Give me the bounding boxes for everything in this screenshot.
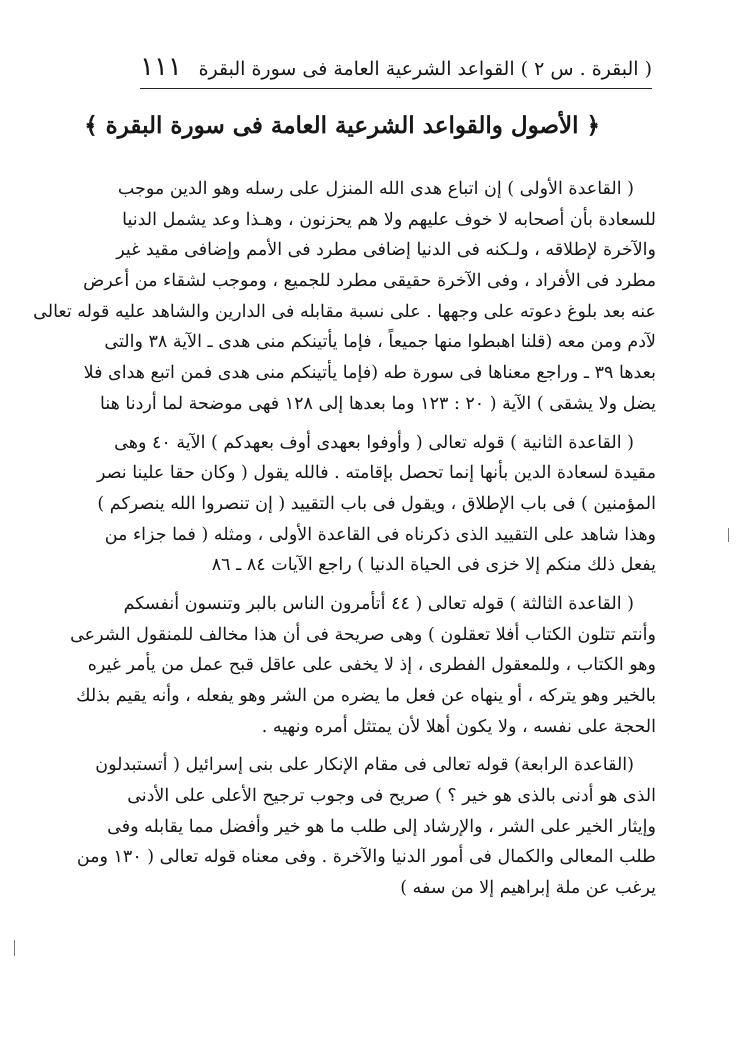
text-line: المؤمنين ) فى باب الإطلاق ، ويقول فى باب التقييد ( إن تنصروا الله ينصركم ) xyxy=(97,493,656,514)
paragraph-gap xyxy=(140,420,656,428)
text-line: ( القاعدة الثانية ) قوله تعالى ( وأوفوا بعهدى أوف بعهدكم ) الآية ٤٠ وهى xyxy=(114,432,634,453)
text-line: طلب المعالى والكمال فى أمور الدنيا والآخرة . وفى معناه قوله تعالى ( ١٣٠ ومن xyxy=(76,847,656,868)
paragraph-rule-2 xyxy=(96,428,656,581)
text-line: يفعل ذلك منكم إلا خزى فى الحياة الدنيا ) راجع الآيات ٨٤ ـ ٨٦ xyxy=(211,555,656,576)
text-line: ( القاعدة الأولى ) إن اتباع هدى الله المنزل على رسله وهو الدين موجب xyxy=(117,179,634,199)
page-number: ١١١ xyxy=(140,52,182,82)
text-line: والآخرة لإطلاقه ، ولـكنه فى الدنيا إضافى مطرد فى الأمم وإضافى مقيد غير xyxy=(116,240,656,261)
header-rule xyxy=(140,88,652,89)
paragraph-rule-1 xyxy=(33,174,656,420)
text-line: للسعادة بأن أصحابه لا خوف عليهم ولا هم يحزنون ، وهـذا وعد يشمل الدنيا xyxy=(122,209,656,230)
text-line: بالخير وهو يتركه ، أو ينهاه عن فعل ما يضره من الشر وهو يفعله ، وأنه يقيم بذلك xyxy=(76,686,656,706)
paragraph-gap xyxy=(140,742,656,750)
margin-mark xyxy=(728,528,729,542)
text-line: وإيثار الخير على الشر ، والإرشاد إلى طلب ما هو خير وأفضل مما يقابله وفى xyxy=(107,816,656,837)
text-line: ( القاعدة الثالثة ) قوله تعالى ( ٤٤ أتأمرون الناس بالبر وتنسون أنفسكم xyxy=(123,593,634,614)
text-line: مقيدة لسعادة الدين بأنها إنما تحصل بإقامته . فالله يقول ( وكان حقا علينا نصر xyxy=(96,463,656,484)
text-line: مطرد فى الأفراد ، وفى الآخرة حقيقى مطرد للجميع ، وموجب لشقاء من أعرض xyxy=(83,271,656,292)
body-text xyxy=(33,174,656,904)
text-line: عنه بعد بلوغ دعوته على وجهها . على نسبة مقابله فى الدارين والشاهد عليه قوله تعالى xyxy=(33,301,656,322)
margin-mark xyxy=(14,940,15,956)
page-header xyxy=(140,50,652,92)
text-line: وأنتم تتلون الكتاب أفلا تعقلون ) وهى صريحة فى أن هذا مخالف للمنقول الشرعى xyxy=(70,624,656,645)
text-line: وهذا شاهد على التقييد الذى ذكرناه فى القاعدة الأولى ، ومثله ( فما جزاء من xyxy=(104,524,656,545)
paragraph-rule-4 xyxy=(76,750,656,903)
section-title: ﴿ الأصول والقواعد الشرعية العامة فى سورة البقرة ﴾ xyxy=(84,112,600,139)
text-line: الحجة على نفسه ، ولا يكون أهلا لأن يمتثل أمره ونهيه . xyxy=(261,716,656,737)
text-line: الذى هو أدنى بالذى هو خير ؟ ) صريح فى وجوب ترجيح الأعلى على الأدنى xyxy=(127,786,656,807)
text-line: لآدم ومن معه (قلنا اهبطوا منها جميعاً ، فإما يأتينكم منى هدى ـ الآية ٣٨ والتى xyxy=(104,332,656,353)
text-line: وهو الكتاب ، وللمعقول الفطرى ، إذ لا يخفى على عاقل قبح عمل من يأمر غيره xyxy=(87,655,656,676)
paragraph-gap xyxy=(140,581,656,589)
paragraph-rule-3 xyxy=(70,589,656,742)
text-line: بعدها ٣٩ ـ وراجع معناها فى سورة طه (فإما يأتينكم منى هدى فمن اتبع هداى فلا xyxy=(83,363,656,384)
text-line: يضل ولا يشقى ) الآية ( ٢٠ : ١٢٣ وما بعدها إلى ١٢٨ فهى موضحة لما أردنا هنا xyxy=(100,393,656,414)
running-head: ( البقرة . س ٢ ) القواعد الشرعية العامة فى سورة البقرة xyxy=(198,58,652,80)
text-line: يرغب عن ملة إبراهيم إلا من سفه ) xyxy=(400,878,656,899)
text-line: (القاعدة الرابعة) قوله تعالى فى مقام الإنكار على بنى إسرائيل ( أتستبدلون xyxy=(95,755,634,776)
